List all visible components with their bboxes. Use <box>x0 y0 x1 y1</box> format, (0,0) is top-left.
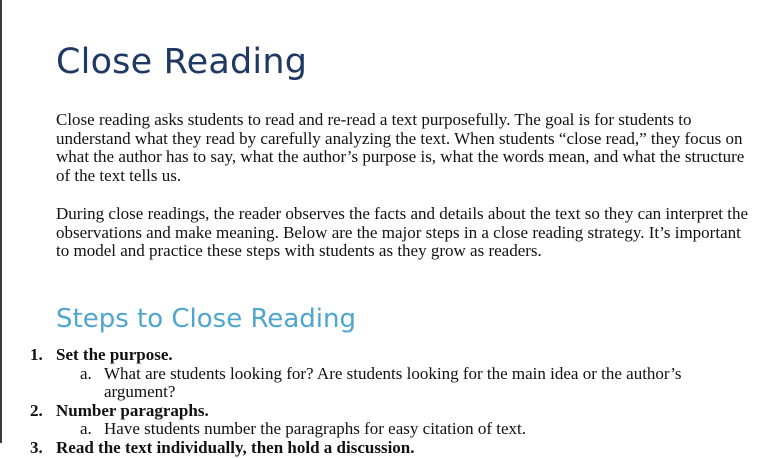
steps-list <box>0 346 780 458</box>
sub-item-text: Have students number the paragraphs for easy citation of text. <box>104 419 527 439</box>
sub-item-letter: a. <box>80 363 92 383</box>
sub-item-letter: a. <box>80 419 92 439</box>
second-paragraph: During close readings, the reader observes the facts and details about the text so they can interpret the observations and make meaning. Below are the major steps in a close reading strategy. It’s important to model and practice these steps with students as they grow as readers. <box>56 204 749 261</box>
sub-list-item <box>0 420 780 439</box>
list-item <box>0 439 780 458</box>
step-number: 1. <box>30 345 43 364</box>
step-number: 3. <box>30 437 43 457</box>
step-number: 2. <box>30 400 43 420</box>
step-label: Number paragraphs. <box>56 400 209 420</box>
step-label: Set the purpose. <box>56 345 173 364</box>
sub-list-item <box>0 365 780 402</box>
section-heading: Steps to Close Reading <box>56 304 357 334</box>
intro-paragraph: Close reading asks students to read and re-read a text purposefully. The goal is for students to understand what they read by carefully analyzing the text. When students “close read,” they focus on what the author has to say, what the author’s purpose is, what the words mean, and what the structure of the text tells us. <box>56 110 745 185</box>
page-title: Close Reading <box>56 42 308 82</box>
sub-item-text: What are students looking for? Are students looking for the main idea or the author’s argument? <box>104 363 682 402</box>
list-item <box>0 346 780 365</box>
step-label: Read the text individually, then hold a discussion. <box>56 437 415 457</box>
list-item <box>0 402 780 421</box>
